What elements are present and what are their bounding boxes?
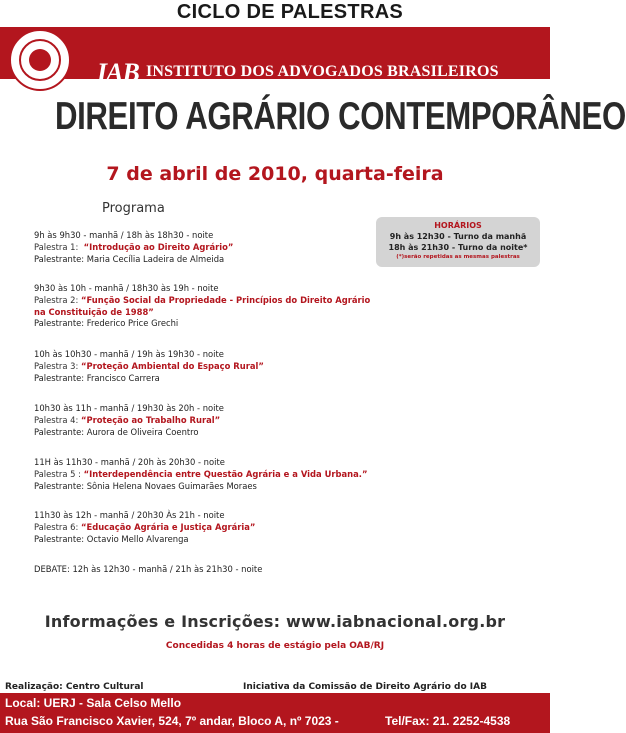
talk-speaker: Palestrante: Aurora de Oliveira Coentro — [34, 426, 199, 437]
seal-founded-text: FUNDADO EM 1843 — [8, 92, 72, 98]
schedule-morning: 9h às 12h30 - Turno da manhã — [389, 232, 527, 241]
debate-time: DEBATE: 12h às 12h30 - manhã / 21h às 21h30 - noite — [34, 564, 263, 574]
iab-seal-icon — [9, 29, 71, 91]
organizer: Realização: Centro Cultural — [5, 682, 144, 692]
talk-title: “Interdependência entre Questão Agrária e a Vida Urbana.” — [83, 468, 368, 479]
iab-logo: IAB — [97, 58, 139, 87]
main-title: DIREITO AGRÁRIO CONTEMPORÂNEO — [55, 95, 626, 138]
header-band — [0, 27, 550, 98]
talk-time: 11h30 às 12h - manhã / 20h30 Às 21h - noite — [34, 510, 225, 520]
talk-title: “Proteção Ambiental do Espaço Rural” — [81, 360, 264, 371]
institution-motto: O IAB NÃO TEM IDADE. TEM HISTÓRIA. — [235, 87, 365, 93]
program-item — [34, 283, 374, 330]
schedule-box — [376, 217, 540, 267]
talk-speaker: Palestrante: Frederico Price Grechi — [34, 318, 179, 329]
talk-time: 10h às 10h30 - manhã / 19h às 19h30 - noite — [34, 349, 224, 359]
program-heading: Programa — [102, 201, 165, 216]
program-item — [34, 349, 264, 384]
registration-info: Informações e Inscrições: www.iabnacional.org.br — [44, 612, 506, 631]
schedule-title: HORÁRIOS — [434, 221, 482, 230]
talk-speaker: Palestrante: Francisco Carrera — [34, 372, 160, 383]
schedule-evening: 18h às 21h30 - Turno da noite* — [388, 243, 528, 252]
footer-band — [0, 693, 550, 733]
program-item — [34, 457, 367, 492]
schedule-note: (*)serão repetidas as mesmas palestras — [396, 254, 520, 260]
talk-label: Palestra 6: — [34, 521, 79, 532]
talk-speaker: Palestrante: Sônia Helena Novaes Guimarães Moraes — [34, 480, 257, 491]
initiative: Iniciativa da Comissão de Direito Agrário do IAB — [243, 682, 487, 692]
program-item — [34, 510, 255, 545]
venue: Local: UERJ - Sala Celso Mello — [5, 696, 182, 710]
talk-label: Palestra 4: — [34, 414, 79, 425]
talk-title: “Introdução ao Direito Agrário” — [83, 241, 234, 252]
internship-hours: Concedidas 4 horas de estágio pela OAB/RJ — [165, 641, 385, 651]
talk-title: “Educação Agrária e Justiça Agrária” — [81, 521, 256, 532]
address: Rua São Francisco Xavier, 524, 7º andar, Bloco A, nº 7023 - — [5, 714, 339, 728]
program-item — [34, 230, 233, 265]
phone-fax: Tel/Fax: 21. 2252-4538 — [385, 714, 511, 728]
talk-speaker: Palestrante: Maria Cecília Ladeira de Almeida — [34, 253, 225, 264]
talk-label: Palestra 5 : — [34, 468, 81, 479]
talk-label: Palestra 2: — [34, 294, 79, 305]
talk-time: 9h às 9h30 - manhã / 18h às 18h30 - noite — [34, 230, 214, 240]
talk-title: “Função Social da Propriedade - Princípios do Direito Agrário na Constituição de 1988” — [34, 294, 371, 317]
event-date: 7 de abril de 2010, quarta-feira — [106, 163, 444, 185]
institution-name: INSTITUTO DOS ADVOGADOS BRASILEIROS — [146, 63, 499, 80]
talk-label: Palestra 1: — [34, 241, 79, 252]
talk-time: 11H às 11h30 - manhã / 20h às 20h30 - noite — [34, 457, 225, 467]
talk-speaker: Palestrante: Octavio Mello Alvarenga — [34, 533, 189, 544]
talk-time: 10h30 às 11h - manhã / 19h30 às 20h - noite — [34, 403, 224, 413]
talk-time: 9h30 às 10h - manhã / 18h30 às 19h - noite — [34, 283, 219, 293]
talk-title: “Proteção ao Trabalho Rural” — [81, 414, 221, 425]
program-item — [34, 403, 224, 438]
cycle-title: CICLO DE PALESTRAS — [176, 1, 404, 23]
talk-label: Palestra 3: — [34, 360, 79, 371]
